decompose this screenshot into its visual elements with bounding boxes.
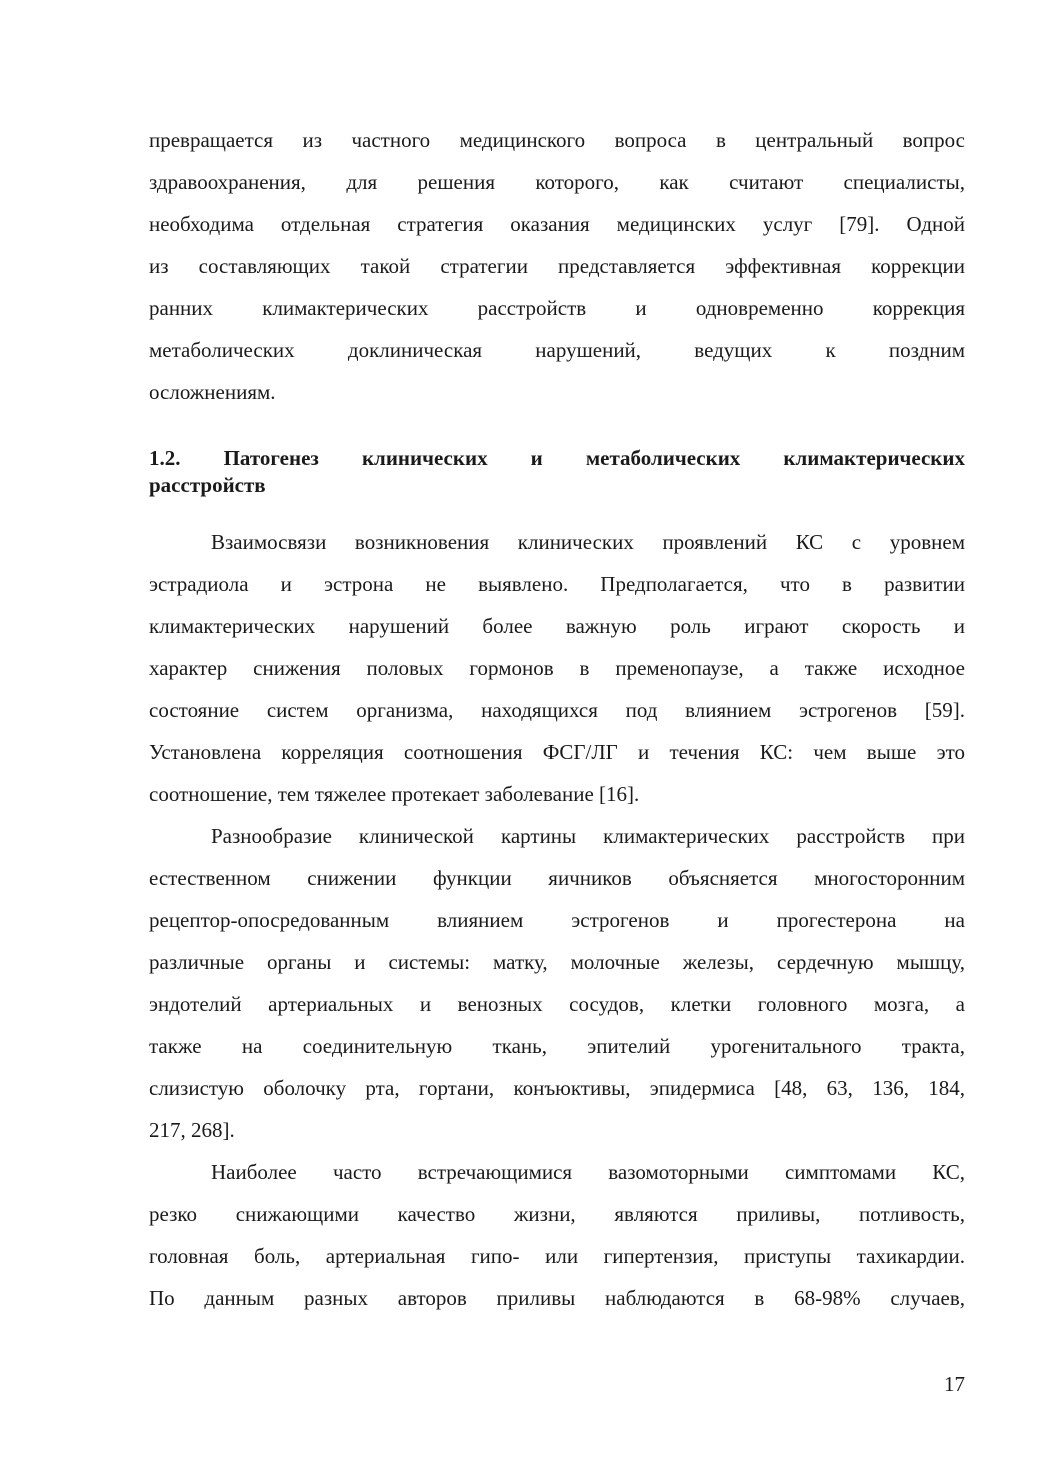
text-line: осложнениям. bbox=[149, 380, 276, 404]
text-line: эндотелий артериальных и венозных сосудов, клетки головного мозга, а bbox=[149, 992, 965, 1016]
text-line: По данным разных авторов приливы наблюдаются в 68-98% случаев, bbox=[149, 1286, 965, 1310]
text-line: 217, 268]. bbox=[149, 1118, 235, 1142]
text-line: головная боль, артериальная гипо- или гипертензия, приступы тахикардии. bbox=[149, 1244, 965, 1268]
text-line: ранних климактерических расстройств и одновременно коррекция bbox=[149, 296, 965, 320]
text-line: Разнообразие клинической картины климактерических расстройств при bbox=[211, 824, 965, 848]
text-line: слизистую оболочку рта, гортани, конъюктивы, эпидермиса [48, 63, 136, 184, bbox=[149, 1076, 965, 1100]
paragraph-3 bbox=[149, 1151, 965, 1319]
text-line: климактерических нарушений более важную роль играют скорость и bbox=[149, 614, 965, 638]
text-line: характер снижения половых гормонов в пременопаузе, а также исходное bbox=[149, 656, 965, 680]
text-line: Наиболее часто встречающимися вазомоторными симптомами КС, bbox=[211, 1160, 965, 1184]
page-body bbox=[149, 119, 965, 1319]
paragraph-2 bbox=[149, 815, 965, 1151]
text-line: различные органы и системы: матку, молочные железы, сердечную мышцу, bbox=[149, 950, 965, 974]
paragraph-1 bbox=[149, 521, 965, 815]
text-line: эстрадиола и эстрона не выявлено. Предполагается, что в развитии bbox=[149, 572, 965, 596]
text-line: здравоохранения, для решения которого, как считают специалисты, bbox=[149, 170, 965, 194]
intro-paragraph bbox=[149, 119, 965, 413]
text-line: необходима отдельная стратегия оказания медицинских услуг [79]. Одной bbox=[149, 212, 965, 236]
text-line: Взаимосвязи возникновения клинических проявлений КС с уровнем bbox=[211, 530, 965, 554]
text-line: превращается из частного медицинского вопроса в центральный вопрос bbox=[149, 128, 965, 152]
text-line: рецептор-опосредованным влиянием эстрогенов и прогестерона на bbox=[149, 908, 965, 932]
heading-line: 1.2. Патогенез клинических и метаболических климактерических bbox=[149, 446, 965, 470]
text-line: соотношение, тем тяжелее протекает заболевание [16]. bbox=[149, 782, 640, 806]
text-line: также на соединительную ткань, эпителий урогенитального тракта, bbox=[149, 1034, 965, 1058]
text-line: естественном снижении функции яичников объясняется многосторонним bbox=[149, 866, 965, 890]
section-heading bbox=[149, 445, 965, 499]
text-line: из составляющих такой стратегии представляется эффективная коррекции bbox=[149, 254, 965, 278]
heading-line: расстройств bbox=[149, 473, 266, 497]
text-line: состояние систем организма, находящихся под влиянием эстрогенов [59]. bbox=[149, 698, 965, 722]
page-number: 17 bbox=[944, 1372, 965, 1396]
text-line: метаболических доклиническая нарушений, ведущих к поздним bbox=[149, 338, 965, 362]
text-line: резко снижающими качество жизни, являются приливы, потливость, bbox=[149, 1202, 965, 1226]
text-line: Установлена корреляция соотношения ФСГ/ЛГ и течения КС: чем выше это bbox=[149, 740, 965, 764]
